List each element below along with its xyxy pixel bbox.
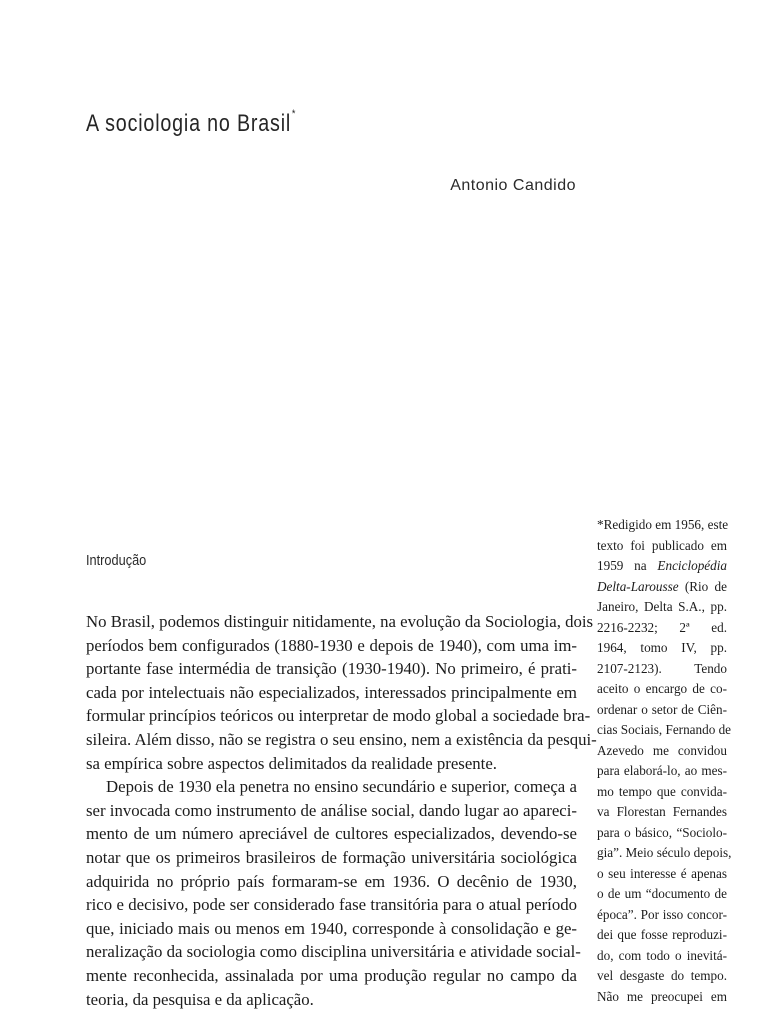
body-line: No Brasil, podemos distinguir nitidamente, na evolução da Sociologia, dois [86, 612, 594, 631]
body-line: teoria, da pesquisa e da aplicação. [86, 989, 314, 1009]
footnote-line: va Florestan Fernandes [597, 804, 727, 819]
footnote-line: o seu interesse é apenas [597, 865, 727, 881]
body-line: Depois de 1930 ela penetra no ensino secundário e superior, começa a [106, 777, 577, 797]
body-text [86, 610, 597, 1011]
footnote-line: cias Sociais, Fernando de [597, 722, 732, 737]
body-line: que, iniciado mais ou menos em 1940, corresponde à consolidação e ge- [86, 918, 577, 938]
body-line: cada por intelectuais não especializados, interessados principalmente em [86, 682, 577, 702]
body-line: ser invocada como instrumento de análise social, dando lugar ao apareci- [86, 800, 577, 820]
footnote-text: 1959 na [597, 558, 658, 573]
body-line: adquirida no próprio país formaram-se em 1936. O decênio de 1930, [86, 871, 577, 891]
body-line: portante fase intermédia de transição (1930-1940). No primeiro, é prati- [86, 659, 577, 679]
body-line: neralização da sociologia como disciplina universitária e atividade social- [86, 942, 581, 962]
footnote-line: Janeiro, Delta S.A., pp. [597, 599, 727, 614]
footnote-marker: * [291, 108, 297, 120]
body-line: notar que os primeiros brasileiros de formação universitária sociológica [86, 847, 577, 867]
body-line: formular princípios teóricos ou interpretar de modo global a sociedade bra- [86, 706, 591, 726]
body-line: mento de um número apreciável de cultores especializados, devendo-se [86, 824, 577, 844]
footnote-line: mo tempo que convida- [597, 783, 727, 799]
section-heading: Introdução [86, 552, 147, 569]
footnote-line: o de um “documento de [597, 886, 727, 901]
footnote-line: ordenar o setor de Ciên- [597, 701, 727, 717]
footnote-line: do, com todo o inevitá- [597, 947, 727, 963]
footnote-line [597, 577, 727, 598]
encyclopedia-title: Enciclopédia [657, 558, 727, 573]
footnote-line: para elaborá-lo, ao mes- [597, 763, 727, 778]
footnote-line [597, 556, 727, 577]
footnote-line: Azevedo me convidou [597, 742, 727, 758]
footnote-line: 2216-2232; 2ª ed. [597, 619, 727, 635]
article-title [86, 110, 296, 138]
body-line: períodos bem configurados (1880-1930 e depois de 1940), com uma im- [86, 635, 577, 655]
footnote-line: aceito o encargo de co- [597, 681, 727, 696]
footnote-line: vel desgaste do tempo. [597, 968, 727, 983]
footnote-line: 1964, tomo IV, pp. [597, 640, 727, 655]
body-line: sa empírica sobre aspectos delimitados da realidade presente. [86, 753, 497, 773]
footnote-line: texto foi publicado em [597, 537, 727, 553]
author-name: Antonio Candido [450, 177, 576, 194]
footnote-line: Não me preocupei em [597, 988, 727, 1004]
body-line: mente reconhecida, assinalada por uma produção regular no campo da [86, 965, 577, 985]
footnote-line: dei que fosse reproduzi- [597, 927, 727, 942]
article-title-text: A sociologia no Brasil [86, 110, 292, 137]
footnote-line: *Redigido em 1956, este [597, 517, 729, 532]
publisher-title: Delta-Larousse [597, 578, 679, 594]
footnote-line: 2107-2123). Tendo [597, 660, 727, 676]
footnote-text: (Rio de [678, 578, 727, 594]
footnote-line: época”. Por isso concor- [597, 906, 727, 922]
footnote-line: para o básico, “Sociolo- [597, 824, 727, 840]
footnote-line: gia”. Meio século depois, [597, 845, 732, 860]
sidebar-footnote [597, 515, 732, 1007]
body-line: rico e decisivo, pode ser considerado fase transitória para o atual período [86, 895, 577, 915]
body-line: sileira. Além disso, não se registra o seu ensino, nem a existência da pesqui- [86, 729, 597, 749]
